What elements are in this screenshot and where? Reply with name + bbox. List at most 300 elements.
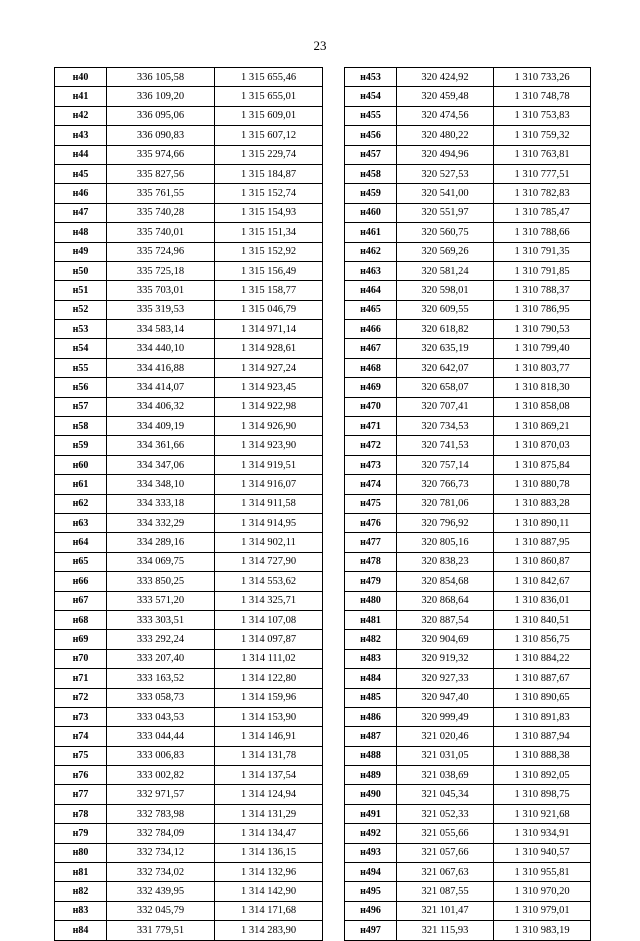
y-coordinate-right: 1 310 887,67 [494,669,591,688]
point-id-left: н64 [55,533,107,552]
x-coordinate-right: 320 999,49 [397,707,494,726]
point-id-left: н62 [55,494,107,513]
y-coordinate-right: 1 310 860,87 [494,552,591,571]
x-coordinate-left: 334 416,88 [107,358,215,377]
point-id-left: н63 [55,513,107,532]
column-gap [323,494,345,513]
y-coordinate-left: 1 314 131,29 [215,804,323,823]
x-coordinate-right: 320 569,26 [397,242,494,261]
x-coordinate-left: 333 044,44 [107,727,215,746]
x-coordinate-left: 333 571,20 [107,591,215,610]
x-coordinate-left: 333 850,25 [107,572,215,591]
point-id-right: н486 [345,707,397,726]
y-coordinate-left: 1 315 046,79 [215,300,323,319]
x-coordinate-right: 320 581,24 [397,261,494,280]
x-coordinate-left: 334 347,06 [107,455,215,474]
column-gap [323,513,345,532]
point-id-left: н48 [55,223,107,242]
y-coordinate-left: 1 314 142,90 [215,882,323,901]
point-id-left: н55 [55,358,107,377]
x-coordinate-left: 333 292,24 [107,630,215,649]
x-coordinate-right: 320 919,32 [397,649,494,668]
table-row [55,669,591,688]
y-coordinate-right: 1 310 870,03 [494,436,591,455]
x-coordinate-left: 334 361,66 [107,436,215,455]
point-id-left: н70 [55,649,107,668]
x-coordinate-left: 332 784,09 [107,824,215,843]
table-row [55,436,591,455]
x-coordinate-right: 320 424,92 [397,68,494,87]
x-coordinate-left: 335 740,01 [107,223,215,242]
x-coordinate-right: 320 598,01 [397,281,494,300]
y-coordinate-left: 1 315 184,87 [215,164,323,183]
column-gap [323,261,345,280]
point-id-left: н57 [55,397,107,416]
x-coordinate-right: 320 618,82 [397,320,494,339]
column-gap [323,882,345,901]
y-coordinate-left: 1 314 153,90 [215,707,323,726]
x-coordinate-right: 321 087,55 [397,882,494,901]
table-row [55,261,591,280]
x-coordinate-right: 320 609,55 [397,300,494,319]
x-coordinate-right: 320 904,69 [397,630,494,649]
point-id-right: н453 [345,68,397,87]
point-id-right: н487 [345,727,397,746]
y-coordinate-left: 1 314 971,14 [215,320,323,339]
x-coordinate-right: 320 560,75 [397,223,494,242]
y-coordinate-right: 1 310 799,40 [494,339,591,358]
x-coordinate-left: 334 069,75 [107,552,215,571]
table-row [55,300,591,319]
y-coordinate-left: 1 314 914,95 [215,513,323,532]
x-coordinate-left: 333 303,51 [107,610,215,629]
table-row [55,145,591,164]
column-gap [323,591,345,610]
point-id-right: н476 [345,513,397,532]
x-coordinate-left: 335 724,96 [107,242,215,261]
point-id-left: н49 [55,242,107,261]
x-coordinate-left: 332 439,95 [107,882,215,901]
y-coordinate-right: 1 310 836,01 [494,591,591,610]
point-id-right: н458 [345,164,397,183]
point-id-left: н56 [55,378,107,397]
point-id-left: н82 [55,882,107,901]
point-id-right: н477 [345,533,397,552]
y-coordinate-left: 1 314 283,90 [215,921,323,940]
y-coordinate-left: 1 314 159,96 [215,688,323,707]
column-gap [323,475,345,494]
point-id-right: н489 [345,766,397,785]
y-coordinate-left: 1 314 171,68 [215,901,323,920]
point-id-right: н478 [345,552,397,571]
point-id-right: н461 [345,223,397,242]
point-id-left: н65 [55,552,107,571]
table-row [55,68,591,87]
y-coordinate-right: 1 310 869,21 [494,417,591,436]
point-id-left: н71 [55,669,107,688]
y-coordinate-right: 1 310 818,30 [494,378,591,397]
coordinates-table-body [55,68,591,941]
column-gap [323,106,345,125]
table-row [55,843,591,862]
table-row [55,688,591,707]
x-coordinate-right: 320 707,41 [397,397,494,416]
column-gap [323,688,345,707]
y-coordinate-right: 1 310 979,01 [494,901,591,920]
x-coordinate-left: 332 971,57 [107,785,215,804]
y-coordinate-left: 1 314 325,71 [215,591,323,610]
column-gap [323,164,345,183]
x-coordinate-right: 320 480,22 [397,126,494,145]
table-row [55,126,591,145]
point-id-right: н468 [345,358,397,377]
table-row [55,610,591,629]
x-coordinate-right: 320 927,33 [397,669,494,688]
column-gap [323,339,345,358]
point-id-left: н83 [55,901,107,920]
x-coordinate-right: 320 838,23 [397,552,494,571]
point-id-left: н46 [55,184,107,203]
point-id-right: н493 [345,843,397,862]
y-coordinate-right: 1 310 842,67 [494,572,591,591]
point-id-left: н84 [55,921,107,940]
table-row [55,184,591,203]
y-coordinate-right: 1 310 880,78 [494,475,591,494]
column-gap [323,378,345,397]
y-coordinate-left: 1 314 131,78 [215,746,323,765]
point-id-left: н45 [55,164,107,183]
table-row [55,87,591,106]
y-coordinate-left: 1 314 928,61 [215,339,323,358]
y-coordinate-left: 1 315 152,92 [215,242,323,261]
x-coordinate-left: 333 006,83 [107,746,215,765]
point-id-left: н75 [55,746,107,765]
table-row [55,901,591,920]
point-id-right: н485 [345,688,397,707]
y-coordinate-left: 1 315 607,12 [215,126,323,145]
y-coordinate-left: 1 314 923,90 [215,436,323,455]
column-gap [323,901,345,920]
y-coordinate-left: 1 315 229,74 [215,145,323,164]
page-number: 23 [313,38,327,53]
point-id-right: н480 [345,591,397,610]
y-coordinate-right: 1 310 803,77 [494,358,591,377]
x-coordinate-right: 321 057,66 [397,843,494,862]
x-coordinate-left: 333 207,40 [107,649,215,668]
column-gap [323,824,345,843]
y-coordinate-right: 1 310 840,51 [494,610,591,629]
y-coordinate-left: 1 315 655,46 [215,68,323,87]
point-id-right: н490 [345,785,397,804]
x-coordinate-right: 320 741,53 [397,436,494,455]
x-coordinate-left: 334 409,19 [107,417,215,436]
x-coordinate-right: 320 527,53 [397,164,494,183]
y-coordinate-right: 1 310 888,38 [494,746,591,765]
y-coordinate-right: 1 310 921,68 [494,804,591,823]
x-coordinate-right: 320 868,64 [397,591,494,610]
y-coordinate-left: 1 314 926,90 [215,417,323,436]
x-coordinate-left: 336 095,06 [107,106,215,125]
x-coordinate-right: 320 734,53 [397,417,494,436]
point-id-left: н81 [55,863,107,882]
y-coordinate-left: 1 315 151,34 [215,223,323,242]
x-coordinate-right: 320 474,56 [397,106,494,125]
point-id-left: н67 [55,591,107,610]
column-gap [323,649,345,668]
x-coordinate-right: 321 045,34 [397,785,494,804]
column-gap [323,552,345,571]
y-coordinate-right: 1 310 858,08 [494,397,591,416]
coordinates-table [54,67,591,941]
point-id-right: н464 [345,281,397,300]
x-coordinate-left: 336 105,58 [107,68,215,87]
point-id-left: н74 [55,727,107,746]
x-coordinate-left: 335 827,56 [107,164,215,183]
table-row [55,746,591,765]
y-coordinate-left: 1 315 154,93 [215,203,323,222]
point-id-left: н44 [55,145,107,164]
column-gap [323,68,345,87]
x-coordinate-left: 333 043,53 [107,707,215,726]
y-coordinate-left: 1 314 923,45 [215,378,323,397]
y-coordinate-left: 1 314 911,58 [215,494,323,513]
table-row [55,591,591,610]
y-coordinate-left: 1 314 727,90 [215,552,323,571]
column-gap [323,785,345,804]
x-coordinate-left: 335 740,28 [107,203,215,222]
column-gap [323,669,345,688]
table-row [55,863,591,882]
table-row [55,358,591,377]
x-coordinate-right: 320 658,07 [397,378,494,397]
y-coordinate-right: 1 310 934,91 [494,824,591,843]
point-id-right: н470 [345,397,397,416]
point-id-left: н61 [55,475,107,494]
x-coordinate-right: 320 642,07 [397,358,494,377]
point-id-right: н472 [345,436,397,455]
table-row [55,804,591,823]
column-gap [323,223,345,242]
point-id-right: н455 [345,106,397,125]
point-id-right: н496 [345,901,397,920]
x-coordinate-left: 332 045,79 [107,901,215,920]
table-row [55,475,591,494]
y-coordinate-left: 1 315 152,74 [215,184,323,203]
point-id-right: н473 [345,455,397,474]
column-gap [323,455,345,474]
y-coordinate-right: 1 310 887,94 [494,727,591,746]
point-id-left: н72 [55,688,107,707]
y-coordinate-right: 1 310 782,83 [494,184,591,203]
column-gap [323,533,345,552]
y-coordinate-left: 1 314 146,91 [215,727,323,746]
x-coordinate-left: 333 058,73 [107,688,215,707]
table-row [55,727,591,746]
point-id-right: н497 [345,921,397,940]
point-id-right: н454 [345,87,397,106]
y-coordinate-right: 1 310 785,47 [494,203,591,222]
x-coordinate-left: 336 109,20 [107,87,215,106]
point-id-right: н469 [345,378,397,397]
y-coordinate-left: 1 314 132,96 [215,863,323,882]
point-id-right: н479 [345,572,397,591]
x-coordinate-left: 334 332,29 [107,513,215,532]
point-id-left: н76 [55,766,107,785]
y-coordinate-left: 1 314 136,15 [215,843,323,862]
column-gap [323,358,345,377]
y-coordinate-right: 1 310 777,51 [494,164,591,183]
y-coordinate-right: 1 310 856,75 [494,630,591,649]
x-coordinate-left: 334 289,16 [107,533,215,552]
y-coordinate-left: 1 314 902,11 [215,533,323,552]
table-row [55,707,591,726]
table-row [55,785,591,804]
point-id-left: н77 [55,785,107,804]
x-coordinate-right: 321 020,46 [397,727,494,746]
y-coordinate-right: 1 310 898,75 [494,785,591,804]
table-row [55,494,591,513]
column-gap [323,417,345,436]
y-coordinate-left: 1 314 097,87 [215,630,323,649]
table-row [55,378,591,397]
y-coordinate-left: 1 314 137,54 [215,766,323,785]
y-coordinate-left: 1 314 134,47 [215,824,323,843]
x-coordinate-left: 334 333,18 [107,494,215,513]
y-coordinate-left: 1 314 124,94 [215,785,323,804]
x-coordinate-left: 334 348,10 [107,475,215,494]
point-id-right: н466 [345,320,397,339]
table-row [55,533,591,552]
table-row [55,649,591,668]
point-id-left: н60 [55,455,107,474]
x-coordinate-left: 332 783,98 [107,804,215,823]
x-coordinate-right: 320 805,16 [397,533,494,552]
column-gap [323,281,345,300]
column-gap [323,610,345,629]
x-coordinate-right: 320 459,48 [397,87,494,106]
x-coordinate-left: 331 779,51 [107,921,215,940]
point-id-right: н482 [345,630,397,649]
point-id-left: н59 [55,436,107,455]
table-row [55,397,591,416]
y-coordinate-right: 1 310 791,85 [494,261,591,280]
y-coordinate-right: 1 310 883,28 [494,494,591,513]
x-coordinate-right: 321 101,47 [397,901,494,920]
point-id-right: н483 [345,649,397,668]
x-coordinate-right: 321 115,93 [397,921,494,940]
point-id-right: н456 [345,126,397,145]
y-coordinate-left: 1 314 916,07 [215,475,323,494]
point-id-right: н475 [345,494,397,513]
y-coordinate-right: 1 310 788,66 [494,223,591,242]
point-id-left: н69 [55,630,107,649]
x-coordinate-right: 321 067,63 [397,863,494,882]
x-coordinate-left: 332 734,12 [107,843,215,862]
y-coordinate-left: 1 315 156,49 [215,261,323,280]
point-id-right: н484 [345,669,397,688]
y-coordinate-right: 1 310 763,81 [494,145,591,164]
table-row [55,766,591,785]
point-id-right: н459 [345,184,397,203]
y-coordinate-right: 1 310 791,35 [494,242,591,261]
table-row [55,882,591,901]
column-gap [323,184,345,203]
point-id-right: н462 [345,242,397,261]
point-id-left: н80 [55,843,107,862]
point-id-left: н40 [55,68,107,87]
y-coordinate-right: 1 310 890,11 [494,513,591,532]
y-coordinate-right: 1 310 983,19 [494,921,591,940]
table-row [55,455,591,474]
point-id-right: н457 [345,145,397,164]
table-row [55,572,591,591]
point-id-left: н53 [55,320,107,339]
table-row [55,223,591,242]
table-row [55,320,591,339]
point-id-left: н52 [55,300,107,319]
table-row [55,824,591,843]
y-coordinate-right: 1 310 890,65 [494,688,591,707]
y-coordinate-right: 1 310 892,05 [494,766,591,785]
x-coordinate-right: 320 766,73 [397,475,494,494]
point-id-left: н42 [55,106,107,125]
column-gap [323,242,345,261]
table-row [55,630,591,649]
x-coordinate-left: 333 002,82 [107,766,215,785]
column-gap [323,87,345,106]
column-gap [323,766,345,785]
point-id-right: н495 [345,882,397,901]
point-id-right: н467 [345,339,397,358]
table-row [55,203,591,222]
point-id-left: н68 [55,610,107,629]
y-coordinate-left: 1 314 122,80 [215,669,323,688]
column-gap [323,746,345,765]
y-coordinate-right: 1 310 970,20 [494,882,591,901]
y-coordinate-left: 1 315 609,01 [215,106,323,125]
x-coordinate-left: 334 406,32 [107,397,215,416]
table-row [55,281,591,300]
point-id-left: н58 [55,417,107,436]
column-gap [323,320,345,339]
point-id-left: н43 [55,126,107,145]
y-coordinate-right: 1 310 790,53 [494,320,591,339]
point-id-right: н488 [345,746,397,765]
point-id-left: н41 [55,87,107,106]
y-coordinate-right: 1 310 955,81 [494,863,591,882]
y-coordinate-right: 1 310 748,78 [494,87,591,106]
table-row [55,106,591,125]
x-coordinate-right: 320 635,19 [397,339,494,358]
x-coordinate-right: 320 947,40 [397,688,494,707]
y-coordinate-right: 1 310 884,22 [494,649,591,668]
column-gap [323,436,345,455]
y-coordinate-left: 1 314 922,98 [215,397,323,416]
x-coordinate-right: 320 796,92 [397,513,494,532]
y-coordinate-left: 1 315 158,77 [215,281,323,300]
y-coordinate-right: 1 310 733,26 [494,68,591,87]
column-gap [323,630,345,649]
point-id-left: н66 [55,572,107,591]
table-row [55,921,591,940]
x-coordinate-left: 335 703,01 [107,281,215,300]
y-coordinate-left: 1 314 919,51 [215,455,323,474]
y-coordinate-right: 1 310 759,32 [494,126,591,145]
point-id-right: н494 [345,863,397,882]
x-coordinate-left: 336 090,83 [107,126,215,145]
y-coordinate-right: 1 310 875,84 [494,455,591,474]
y-coordinate-right: 1 310 891,83 [494,707,591,726]
